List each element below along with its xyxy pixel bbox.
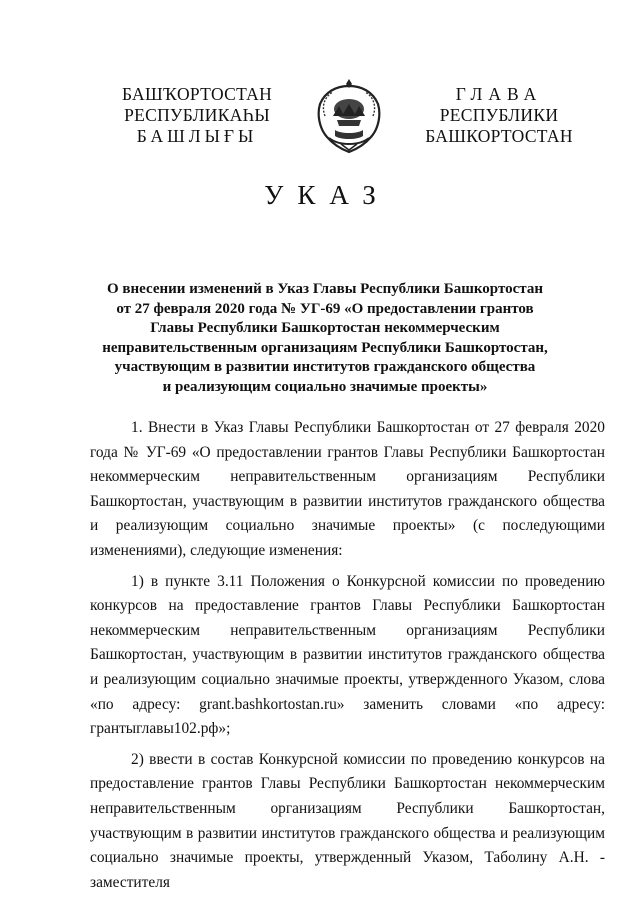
- header-right-russian: [414, 84, 584, 147]
- subject-line: участвующим в развитии институтов гражданского общества: [114, 359, 536, 375]
- header-left-bashkir: [112, 84, 282, 147]
- header-right-line-3: БАШКОРТОСТАН: [425, 126, 573, 146]
- subject-line: неправительственным организациям Республики Башкортостан,: [102, 339, 548, 356]
- header-left-line-3: БАШЛЫҒЫ: [136, 126, 258, 146]
- document-title: УКАЗ: [264, 180, 390, 210]
- subject-line: от 27 февраля 2020 года № УГ-69 «О предоставлении грантов: [116, 300, 534, 317]
- header-right-line-2: РЕСПУБЛИКИ: [439, 105, 559, 125]
- paragraph-1-1: 1) в пункте 3.11 Положения о Конкурсной комиссии по проведению конкурсов на предоставление грантов Главы Республики Башкортостан некоммерческим неправительственным организациям Республики Башкортостан, участвующим в развитии институтов гражданского общества и реализующим социально значимые проекты, утвержденного Указом, слова «по адресу: grant.bashkortostan.ru» заменить словами «по адресу: грантыглавы102.рф»;: [90, 572, 605, 738]
- paragraph-1-2: 2) ввести в состав Конкурсной комиссии по проведению конкурсов на предоставление грантов Главы Республики Башкортостан некоммерческим неправительственным организациям Республики Башкортостан, участвующим в развитии институтов гражданского общества и реализующим социально значимые проекты, утвержденный Указом, Таболину А.Н. - заместителя: [90, 750, 605, 891]
- decree-subject: [90, 280, 560, 397]
- bashkortostan-coat-of-arms-icon: [311, 76, 387, 156]
- header-left-line-1: БАШҠОРТОСТАН: [121, 84, 273, 104]
- header-right-line-1: ГЛАВА: [455, 84, 543, 104]
- subject-line: Главы Республики Башкортостан некоммерческим: [150, 320, 500, 336]
- decree-body: [90, 416, 605, 901]
- subject-line: О внесении изменений в Указ Главы Республики Башкортостан: [107, 281, 543, 297]
- subject-line: и реализующим социально значимые проекты»: [162, 378, 488, 395]
- header-left-line-2: РЕСПУБЛИКАҺЫ: [124, 105, 270, 125]
- paragraph-1: 1. Внести в Указ Главы Республики Башкортостан от 27 февраля 2020 года № УГ-69 «О предоставлении грантов Главы Республики Башкортостан некоммерческим неправительственным организациям Республики Башкортостан, участвующим в развитии институтов гражданского общества и реализующим социально значимые проекты» (с последующими изменениями), следующие изменения:: [90, 419, 605, 559]
